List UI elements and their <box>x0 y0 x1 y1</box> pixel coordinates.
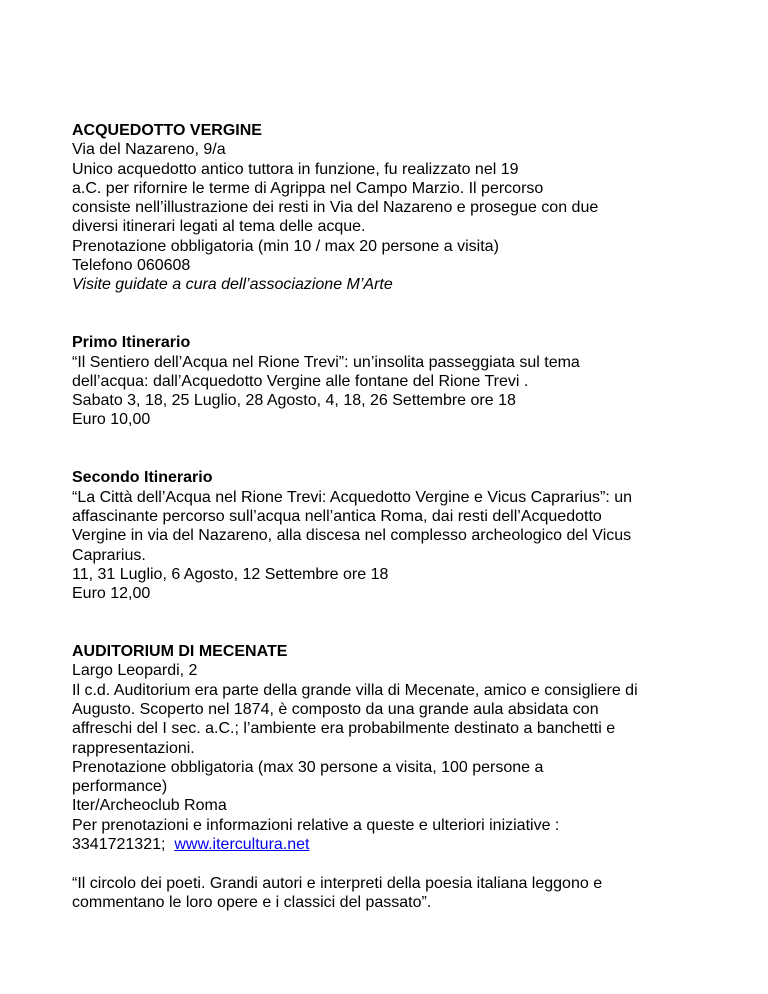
itinerary-dates: 11, 31 Luglio, 6 Agosto, 12 Settembre ore 18 <box>72 565 389 583</box>
description-line: Augusto. Scoperto nel 1874, è composto da una grande aula absidata con <box>72 700 599 718</box>
description-line: rappresentazioni. <box>72 739 195 757</box>
itinerary-price: Euro 12,00 <box>72 585 151 603</box>
itinerary-line: “Il Sentiero dell’Acqua nel Rione Trevi”: un’insolita passeggiata sul tema <box>72 353 580 371</box>
section-circolo-poeti <box>72 874 712 913</box>
phone-info: Telefono 060608 <box>72 257 191 275</box>
section-auditorium-mecenate <box>72 642 712 854</box>
itinerary-price: Euro 10,00 <box>72 411 151 429</box>
itinerary-line: “La Città dell’Acqua nel Rione Trevi: Acquedotto Vergine e Vicus Caprarius”: un <box>72 488 633 506</box>
description-line: diversi itinerari legati al tema delle acque. <box>72 218 366 236</box>
address: Largo Leopardi, 2 <box>72 662 198 680</box>
organizer: Iter/Archeoclub Roma <box>72 797 227 815</box>
itercultura-link[interactable]: www.itercultura.net <box>174 835 310 853</box>
description-line: Unico acquedotto antico tuttora in funzione, fu realizzato nel 19 <box>72 160 519 178</box>
itinerary-dates: Sabato 3, 18, 25 Luglio, 28 Agosto, 4, 18, 26 Settembre ore 18 <box>72 392 516 410</box>
section-title: Primo Itinerario <box>72 334 191 352</box>
document-page <box>72 121 712 912</box>
description-line: consiste nell’illustrazione dei resti in Via del Nazareno e prosegue con due <box>72 199 599 217</box>
event-line: commentano le loro opere e i classici del passato”. <box>72 893 432 911</box>
spacer <box>72 854 712 873</box>
section-title: Secondo Itinerario <box>72 469 213 487</box>
itinerary-line: Caprarius. <box>72 546 146 564</box>
spacer <box>72 430 712 469</box>
contact-info: Per prenotazioni e informazioni relative a queste e ulteriori iniziative : <box>72 816 560 834</box>
contact-phone: 3341721321; <box>72 835 166 853</box>
contact-line <box>72 835 712 854</box>
booking-info: Prenotazione obbligatoria (max 30 persone a visita, 100 persone a <box>72 758 544 776</box>
itinerary-line: affascinante percorso sull’acqua nell’antica Roma, dai resti dell’Acquedotto <box>72 507 602 525</box>
itinerary-line: dell’acqua: dall’Acquedotto Vergine alle fontane del Rione Trevi . <box>72 372 529 390</box>
description-line: affreschi del I sec. a.C.; l’ambiente era probabilmente destinato a banchetti e <box>72 720 616 738</box>
description-line: Il c.d. Auditorium era parte della grande villa di Mecenate, amico e consigliere di <box>72 681 638 699</box>
address: Via del Nazareno, 9/a <box>72 141 226 159</box>
event-line: “Il circolo dei poeti. Grandi autori e interpreti della poesia italiana leggono e <box>72 874 603 892</box>
section-title: AUDITORIUM DI MECENATE <box>72 643 288 661</box>
booking-info: Prenotazione obbligatoria (min 10 / max 20 persone a visita) <box>72 237 499 255</box>
section-secondo-itinerario <box>72 468 712 603</box>
spacer <box>72 295 712 334</box>
booking-info: performance) <box>72 778 168 796</box>
section-primo-itinerario <box>72 333 712 429</box>
description-line: a.C. per rifornire le terme di Agrippa nel Campo Marzio. Il percorso <box>72 179 544 197</box>
section-acquedotto-vergine <box>72 121 712 295</box>
spacer <box>72 603 712 642</box>
itinerary-line: Vergine in via del Nazareno, alla discesa nel complesso archeologico del Vicus <box>72 527 632 545</box>
section-title: ACQUEDOTTO VERGINE <box>72 122 262 139</box>
guided-tours-info: Visite guidate a cura dell’associazione M’Arte <box>72 276 393 294</box>
